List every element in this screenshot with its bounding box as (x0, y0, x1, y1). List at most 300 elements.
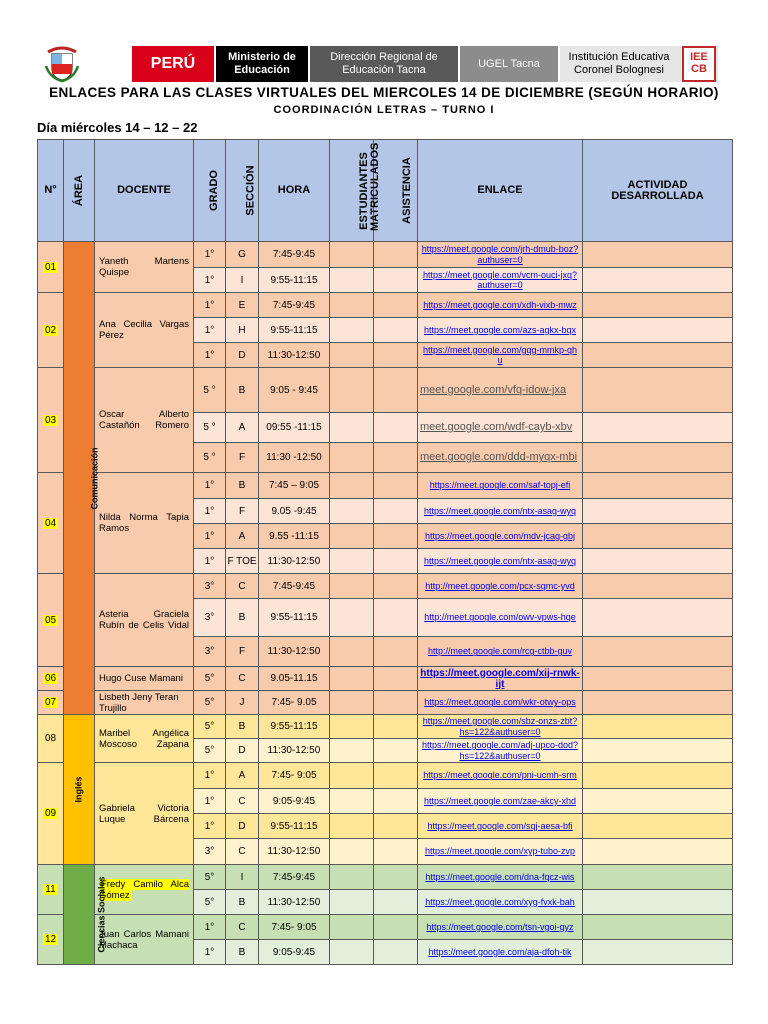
meet-link[interactable]: https://meet.google.com/aja-dfoh-tik (428, 946, 572, 957)
matriculados-cell (330, 789, 374, 814)
actividad-cell (583, 637, 733, 667)
actividad-cell (583, 368, 733, 413)
seccion-cell: B (226, 473, 259, 499)
grado-cell: 3° (194, 574, 226, 599)
grado-cell: 5° (194, 715, 226, 739)
hora-cell: 9:55-11:15 (259, 599, 330, 637)
grado-cell: 1° (194, 549, 226, 574)
actividad-cell (583, 443, 733, 473)
asistencia-cell (374, 890, 418, 915)
asistencia-cell (374, 413, 418, 443)
grado-cell: 5 ° (194, 443, 226, 473)
grado-cell: 1° (194, 524, 226, 549)
enlace-cell (418, 739, 583, 763)
matriculados-cell (330, 637, 374, 667)
matriculados-cell (330, 890, 374, 915)
enlace-cell (418, 599, 583, 637)
grado-cell: 1° (194, 789, 226, 814)
table-row (38, 865, 733, 890)
meet-link[interactable]: https://meet.google.com/saf-topj-efi (429, 480, 571, 491)
matriculados-cell (330, 368, 374, 413)
grado-cell: 5 ° (194, 413, 226, 443)
teacher-cell (95, 691, 194, 715)
meet-link[interactable]: https://meet.google.com/azs-agkx-bqx (423, 324, 577, 335)
hora-cell: 7:45- 9:05 (259, 763, 330, 789)
matriculados-cell (330, 343, 374, 368)
grado-cell: 3° (194, 839, 226, 865)
enlace-cell (418, 789, 583, 814)
hora-cell: 9:55-11:15 (259, 318, 330, 343)
meet-link[interactable]: http://meet.google.com/owv-vpws-hqe (424, 612, 576, 623)
row-number: 05 (44, 614, 57, 626)
matriculados-cell (330, 293, 374, 318)
enlace-cell (418, 940, 583, 965)
meet-link[interactable]: meet.google.com/wdf-cayb-xbv (420, 421, 573, 433)
table-row (38, 293, 733, 318)
schedule-table (37, 139, 733, 965)
matriculados-cell (330, 268, 374, 293)
row-number-cell (38, 293, 64, 368)
table-row (38, 368, 733, 413)
col-header-hora: HORA (259, 140, 330, 242)
regional-badge: Dirección Regional de Educación Tacna (310, 46, 458, 82)
asistencia-cell (374, 368, 418, 413)
enlace-cell (418, 443, 583, 473)
hora-cell: 9.05-11.15 (259, 667, 330, 691)
hora-cell: 7:45-9:45 (259, 293, 330, 318)
enlace-cell (418, 865, 583, 890)
row-number-cell (38, 574, 64, 667)
enlace-cell (418, 667, 583, 691)
hora-cell: 11:30-12:50 (259, 343, 330, 368)
grado-cell: 5° (194, 667, 226, 691)
enlace-cell (418, 473, 583, 499)
col-header-num: N° (38, 140, 64, 242)
meet-link[interactable]: https://meet.google.com/xdh-vixb-mwz (423, 299, 577, 310)
hora-cell: 11:30-12:50 (259, 890, 330, 915)
meet-link[interactable]: https://meet.google.com/ntx-asag-wyq (423, 555, 577, 566)
meet-link[interactable]: https://meet.google.com/wkr-otwy-ops (424, 697, 576, 708)
asistencia-cell (374, 293, 418, 318)
teacher-cell (95, 368, 194, 473)
enlace-cell (418, 763, 583, 789)
row-number-cell (38, 691, 64, 715)
grado-cell: 1° (194, 915, 226, 940)
grado-cell: 1° (194, 242, 226, 268)
asistencia-cell (374, 443, 418, 473)
actividad-cell (583, 763, 733, 789)
seccion-cell: I (226, 865, 259, 890)
grado-cell: 5 ° (194, 368, 226, 413)
asistencia-cell (374, 599, 418, 637)
teacher-name: Oscar Alberto Castañón Romero (99, 409, 189, 431)
peru-badge: PERÚ (132, 46, 214, 82)
meet-link[interactable]: https://meet.google.com/dna-fqcz-wis (425, 871, 575, 882)
meet-link[interactable]: https://meet.google.com/pni-ucmh-srm (423, 770, 577, 781)
asistencia-cell (374, 318, 418, 343)
enlace-cell (418, 890, 583, 915)
matriculados-cell (330, 814, 374, 839)
meet-link[interactable]: https://meet.google.com/sqj-aesa-bfi (427, 820, 573, 831)
seccion-cell: B (226, 715, 259, 739)
meet-link[interactable]: https://meet.google.com/xyp-tubo-zvp (424, 846, 576, 857)
row-number-cell (38, 473, 64, 574)
page-title: ENLACES PARA LAS CLASES VIRTUALES DEL MIERCOLES 14 DE DICIEMBRE (SEGÚN HORARIO) (49, 85, 719, 100)
asistencia-cell (374, 343, 418, 368)
seccion-cell: D (226, 739, 259, 763)
teacher-name: Nilda Norma Tapia Ramos (99, 512, 189, 534)
area-label: Ciencias Sociales (96, 876, 107, 953)
matriculados-cell (330, 318, 374, 343)
col-header-docente: DOCENTE (95, 140, 194, 242)
actividad-cell (583, 242, 733, 268)
enlace-cell (418, 574, 583, 599)
teacher-cell (95, 574, 194, 667)
actividad-cell (583, 599, 733, 637)
page-subtitle: COORDINACIÓN LETRAS – TURNO I (273, 104, 495, 116)
area-cell (64, 715, 95, 865)
seccion-cell: F (226, 499, 259, 524)
hora-cell: 9:05-9:45 (259, 789, 330, 814)
seccion-cell: A (226, 763, 259, 789)
matriculados-cell (330, 763, 374, 789)
meet-link[interactable]: https://meet.google.com/adj-upco-dod?hs=122&authuser=0 (421, 740, 579, 761)
grado-cell: 1° (194, 343, 226, 368)
seccion-cell: C (226, 789, 259, 814)
hora-cell: 11:30-12:50 (259, 637, 330, 667)
seccion-cell: F (226, 637, 259, 667)
seccion-cell: C (226, 667, 259, 691)
grado-cell: 1° (194, 499, 226, 524)
table-row (38, 473, 733, 499)
meet-link[interactable]: https://meet.google.com/zae-akcy-xhd (423, 795, 577, 806)
asistencia-cell (374, 268, 418, 293)
seccion-cell: J (226, 691, 259, 715)
teacher-cell (95, 865, 194, 915)
area-label: Inglés (73, 776, 84, 803)
seccion-cell: D (226, 343, 259, 368)
actividad-cell (583, 318, 733, 343)
teacher-cell (95, 915, 194, 965)
asistencia-cell (374, 549, 418, 574)
actividad-cell (583, 268, 733, 293)
table-row (38, 691, 733, 715)
row-number: 12 (44, 934, 57, 945)
row-number: 01 (44, 261, 57, 273)
asistencia-cell (374, 473, 418, 499)
hora-cell: 11:30-12:50 (259, 549, 330, 574)
teacher-name: Yaneth Martens Quispe (99, 256, 189, 278)
asistencia-cell (374, 242, 418, 268)
actividad-cell (583, 473, 733, 499)
meet-link[interactable]: https://meet.google.com/vcm-ouci-jxq?authuser=0 (422, 269, 578, 290)
hora-cell: 11:30-12:50 (259, 739, 330, 763)
seccion-cell: B (226, 940, 259, 965)
date-line: Día miércoles 14 – 12 – 22 (37, 120, 198, 135)
hora-cell: 7:45- 9.05 (259, 691, 330, 715)
ministry-badge: Ministerio de Educación (216, 46, 308, 82)
enlace-cell (418, 637, 583, 667)
meet-link[interactable]: http://meet.google.com/rcg-ctbb-guv (427, 646, 573, 657)
row-number-cell (38, 865, 64, 915)
grado-cell: 1° (194, 814, 226, 839)
matriculados-cell (330, 499, 374, 524)
row-number-cell (38, 242, 64, 293)
area-cell (64, 865, 107, 965)
actividad-cell (583, 890, 733, 915)
hora-cell: 7:45-9:45 (259, 865, 330, 890)
actividad-cell (583, 865, 733, 890)
row-number: 07 (44, 697, 57, 708)
matriculados-cell (330, 839, 374, 865)
row-number-cell (38, 715, 64, 763)
actividad-cell (583, 413, 733, 443)
hora-cell: 7:45 – 9:05 (259, 473, 330, 499)
table-row (38, 667, 733, 691)
teacher-name: Juan Carlos Mamani Machaca (99, 928, 189, 951)
teacher-name: Gabriela Victoria Luque Bárcena (99, 802, 189, 825)
seccion-cell: C (226, 839, 259, 865)
row-number: 09 (44, 808, 57, 819)
meet-link[interactable]: https://meet.google.com/ntx-asag-wyq (423, 505, 577, 516)
teacher-cell (95, 473, 194, 574)
row-number: 08 (44, 733, 57, 744)
grado-cell: 5° (194, 890, 226, 915)
meet-link[interactable]: https://meet.google.com/xij-rnwk-ijt (420, 667, 580, 690)
asistencia-cell (374, 940, 418, 965)
asistencia-cell (374, 574, 418, 599)
teacher-name: Hugo Cuse Mamani (99, 673, 183, 684)
actividad-cell (583, 915, 733, 940)
teacher-name: Asteria Graciela Rubín de Celis Vidal (99, 609, 189, 631)
seccion-cell: G (226, 242, 259, 268)
enlace-cell (418, 691, 583, 715)
seccion-cell: A (226, 413, 259, 443)
grado-cell: 1° (194, 293, 226, 318)
matriculados-cell (330, 865, 374, 890)
actividad-cell (583, 549, 733, 574)
matriculados-cell (330, 940, 374, 965)
enlace-cell (418, 839, 583, 865)
grado-cell: 5° (194, 739, 226, 763)
row-number: 04 (44, 517, 57, 529)
meet-link[interactable]: https://meet.google.com/mdv-jcag-gbj (424, 530, 576, 541)
enlace-cell (418, 368, 583, 413)
grado-cell: 5° (194, 691, 226, 715)
meet-link[interactable]: https://meet.google.com/gqg-mmkp-qhu (422, 344, 578, 365)
actividad-cell (583, 343, 733, 368)
row-number: 11 (45, 884, 56, 895)
seccion-cell: I (226, 268, 259, 293)
enlace-cell (418, 915, 583, 940)
hora-cell: 7:45- 9:05 (259, 915, 330, 940)
enlace-cell (418, 242, 583, 268)
meet-link[interactable]: https://meet.google.com/sbz-onzs-zbt?hs=122&authuser=0 (422, 716, 578, 737)
enlace-cell (418, 268, 583, 293)
enlace-cell (418, 715, 583, 739)
matriculados-cell (330, 715, 374, 739)
grado-cell: 1° (194, 268, 226, 293)
enlace-cell (418, 343, 583, 368)
asistencia-cell (374, 524, 418, 549)
col-header-grado: GRADO (194, 140, 226, 242)
teacher-name: Lisbeth Jeny Teran Trujillo (99, 691, 179, 714)
meet-link[interactable]: meet.google.com/vfq-idow-jxa (420, 383, 567, 396)
hora-cell: 9:55-11:15 (259, 268, 330, 293)
teacher-cell (95, 667, 194, 691)
seccion-cell: B (226, 368, 259, 413)
actividad-cell (583, 691, 733, 715)
teacher-cell (95, 242, 194, 293)
asistencia-cell (374, 789, 418, 814)
enlace-cell (418, 318, 583, 343)
table-row (38, 763, 733, 789)
asistencia-cell (374, 865, 418, 890)
asistencia-cell (374, 667, 418, 691)
actividad-cell (583, 499, 733, 524)
seccion-cell: F TOE (226, 549, 259, 574)
matriculados-cell (330, 549, 374, 574)
col-header-area: ÁREA (64, 140, 95, 242)
grado-cell: 1° (194, 473, 226, 499)
hora-cell: 11:30 -12:50 (259, 443, 330, 473)
institution-header (40, 44, 716, 84)
teacher-name: Ana Cecilia Vargas Pérez (99, 319, 189, 341)
hora-cell: 9.05 -9:45 (259, 499, 330, 524)
grado-cell: 1° (194, 318, 226, 343)
actividad-cell (583, 524, 733, 549)
meet-link[interactable]: https://meet.google.com/tsn-vgoi-gyz (426, 921, 574, 932)
actividad-cell (583, 789, 733, 814)
seccion-cell: E (226, 293, 259, 318)
matriculados-cell (330, 242, 374, 268)
meet-link[interactable]: https://meet.google.com/xyg-fvxk-bah (425, 896, 575, 907)
actividad-cell (583, 667, 733, 691)
asistencia-cell (374, 739, 418, 763)
asistencia-cell (374, 499, 418, 524)
matriculados-cell (330, 739, 374, 763)
teacher-cell (95, 763, 194, 865)
grado-cell: 5° (194, 865, 226, 890)
grado-cell: 3° (194, 599, 226, 637)
matriculados-cell (330, 691, 374, 715)
actividad-cell (583, 739, 733, 763)
row-number: 06 (44, 673, 57, 684)
matriculados-cell (330, 667, 374, 691)
actividad-cell (583, 293, 733, 318)
actividad-cell (583, 814, 733, 839)
actividad-cell (583, 839, 733, 865)
teacher-cell (95, 715, 194, 763)
enlace-cell (418, 499, 583, 524)
meet-link[interactable]: https://meet.google.com/jrh-dmub-boz?authuser=0 (421, 244, 579, 265)
seccion-cell: F (226, 443, 259, 473)
meet-link[interactable]: http://meet.google.com/pcx-sqmc-yvd (425, 580, 575, 591)
enlace-cell (418, 524, 583, 549)
meet-link[interactable]: meet.google.com/ddd-myqx-mbi (420, 451, 578, 463)
row-number-cell (38, 915, 64, 965)
grado-cell: 3° (194, 637, 226, 667)
hora-cell: 9:05-9:45 (259, 940, 330, 965)
asistencia-cell (374, 637, 418, 667)
asistencia-cell (374, 715, 418, 739)
hora-cell: 9:55-11:15 (259, 814, 330, 839)
area-label: Comunicación (89, 446, 100, 510)
matriculados-cell (330, 443, 374, 473)
seccion-cell: H (226, 318, 259, 343)
hora-cell: 7:45-9:45 (259, 574, 330, 599)
hora-cell: 9:55-11:15 (259, 715, 330, 739)
matriculados-cell (330, 413, 374, 443)
peru-seal-icon (44, 46, 80, 82)
matriculados-cell (330, 599, 374, 637)
table-row (38, 915, 733, 940)
hora-cell: 11:30-12:50 (259, 839, 330, 865)
area-cell (64, 242, 100, 715)
hora-cell: 9:05 - 9:45 (259, 368, 330, 413)
table-header-row (38, 140, 733, 242)
seccion-cell: B (226, 890, 259, 915)
teacher-cell (95, 293, 194, 368)
row-number: 02 (44, 324, 57, 336)
matriculados-cell (330, 524, 374, 549)
teacher-name: Maribel Angélica Moscoso Zapana (99, 727, 189, 750)
row-number-cell (38, 763, 64, 865)
hora-cell: 09:55 -11:15 (259, 413, 330, 443)
col-header-actividad: ACTIVIDAD DESARROLLADA (583, 140, 733, 242)
row-number-cell (38, 667, 64, 691)
matriculados-cell (330, 473, 374, 499)
seccion-cell: B (226, 599, 259, 637)
row-number-cell (38, 368, 64, 473)
asistencia-cell (374, 691, 418, 715)
grado-cell: 1° (194, 763, 226, 789)
hora-cell: 9.55 -11:15 (259, 524, 330, 549)
row-number: 03 (44, 414, 57, 426)
asistencia-cell (374, 763, 418, 789)
enlace-cell (418, 413, 583, 443)
school-logo: IEE CB (682, 46, 716, 82)
table-row (38, 242, 733, 268)
actividad-cell (583, 574, 733, 599)
actividad-cell (583, 940, 733, 965)
col-header-asistencia: ASISTENCIA (374, 140, 418, 242)
matriculados-cell (330, 574, 374, 599)
seccion-cell: C (226, 915, 259, 940)
hora-cell: 7:45-9:45 (259, 242, 330, 268)
table-row (38, 574, 733, 599)
enlace-cell (418, 293, 583, 318)
actividad-cell (583, 715, 733, 739)
table-row (38, 715, 733, 739)
asistencia-cell (374, 839, 418, 865)
enlace-cell (418, 814, 583, 839)
enlace-cell (418, 549, 583, 574)
seccion-cell: D (226, 814, 259, 839)
institution-badge: Institución Educativa Coronel Bolognesi (560, 46, 718, 82)
seccion-cell: C (226, 574, 259, 599)
col-header-matriculados: ESTUDIANTES MATRICULADOS (330, 140, 374, 242)
grado-cell: 1° (194, 940, 226, 965)
col-header-seccion: SECCIÓN (226, 140, 259, 242)
asistencia-cell (374, 814, 418, 839)
asistencia-cell (374, 915, 418, 940)
ugel-badge: UGEL Tacna (460, 46, 558, 82)
teacher-name: Fredy Camilo Alca Gómez (99, 878, 189, 901)
matriculados-cell (330, 915, 374, 940)
col-header-enlace: ENLACE (418, 140, 583, 242)
seccion-cell: A (226, 524, 259, 549)
